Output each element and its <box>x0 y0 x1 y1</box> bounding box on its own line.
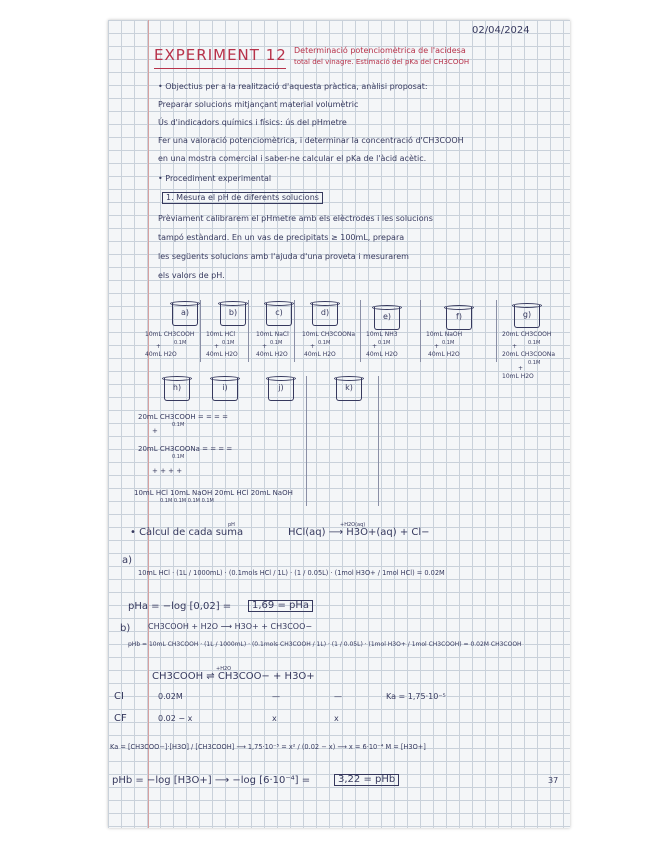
beaker-c-water: 40mL H2O <box>256 351 288 358</box>
page-number: 37 <box>548 776 559 785</box>
ci-dash-2: — <box>334 692 342 701</box>
part-a-label: a) <box>122 555 133 566</box>
reaction-a: HCl(aq) ⟶ H3O+(aq) + Cl− <box>288 527 430 538</box>
beaker-k-icon: k) <box>336 378 362 401</box>
divider <box>248 300 249 362</box>
procedure-line-3: les següents solucions amb l'ajuda d'una proveta i mesurarem <box>158 252 409 261</box>
row2-additive-conc: 0.1M 0.1M 0.1M 0.1M <box>160 498 214 504</box>
beaker-f-conc: 0.1M <box>442 340 455 346</box>
objectives-line-4: Fer una valoració potenciomètrica, i determinar la concentració d'CH3COOH <box>158 136 464 145</box>
beaker-b-plus: + <box>214 343 220 350</box>
beaker-e-conc: 0.1M <box>378 340 391 346</box>
cf-label: CF <box>114 713 127 724</box>
beaker-a-solute: 10mL CH3COOH <box>145 331 195 338</box>
procedure-line-4: els valors de pH. <box>158 271 225 280</box>
phb-expression: pHb = −log [H3O+] ⟶ −log [6·10⁻⁴] = <box>112 775 311 786</box>
beaker-d-water: 40mL H2O <box>304 351 336 358</box>
beaker-icon: f) <box>446 307 472 330</box>
experiment-title-line1: Determinació potenciomètrica de l'acidesa <box>294 46 466 55</box>
cf-x-1: x <box>272 714 277 723</box>
beaker-icon: b) <box>220 303 246 326</box>
beaker-f-solute: 10mL NaOH <box>426 331 463 338</box>
divider <box>378 376 379 506</box>
beaker-c-conc: 0.1M <box>270 340 283 346</box>
part-a-expression: 10mL HCl · (1L / 1000mL) · (0.1mols HCl / 1L) · (1 / 0.05L) · (1mol H3O+ / 1mol HCl) = 0.02M <box>138 569 445 577</box>
calc-heading: • Càlcul de cada suma <box>130 527 244 538</box>
row2-plus-1: + <box>152 427 158 435</box>
row2-acid-conc: 0.1M <box>172 422 185 428</box>
divider <box>294 300 295 362</box>
beaker-b-water: 40mL H2O <box>206 351 238 358</box>
reaction-a-over: +H2O(aq) <box>340 522 366 528</box>
divider <box>360 300 361 362</box>
row2-additive: 10mL HCl 10mL NaOH 20mL HCl 20mL NaOH <box>134 489 293 497</box>
beaker-g-solute2: 20mL CH3COONa <box>502 351 556 358</box>
beaker-icon: c) <box>266 303 292 326</box>
beaker-icon: e) <box>374 307 400 330</box>
divider <box>420 300 421 362</box>
ka-expression: Ka = [CH3COO−]·[H3O] / [CH3COOH] ⟶ 1,75·10⁻⁵ = x² / (0.02 − x) ⟶ x = 6·10⁻⁴ M = [H3O+] <box>110 743 426 751</box>
eq-over: +H2O <box>216 666 232 672</box>
beaker-j-icon: j) <box>268 378 294 401</box>
beaker-icon: g) <box>514 305 540 328</box>
beaker-a-water: 40mL H2O <box>145 351 177 358</box>
procedure-heading: • Procediment experimental <box>158 174 272 183</box>
part-b-reaction: CH3COOH + H2O ⟶ H3O+ + CH3COO− <box>148 622 313 631</box>
beaker-f-plus: + <box>434 343 440 350</box>
calc-superscript: pH <box>228 522 235 528</box>
beaker-icon: d) <box>312 303 338 326</box>
title-underline <box>154 68 286 69</box>
beaker-g-conc1: 0.1M <box>528 340 541 346</box>
beaker-e-plus: + <box>372 343 378 350</box>
beaker-d-conc: 0.1M <box>318 340 331 346</box>
beaker-g-solute1: 20mL CH3COOH <box>502 331 552 338</box>
divider <box>496 300 497 362</box>
beaker-b-solute: 10mL HCl <box>206 331 236 338</box>
objectives-line-1: • Objectius per a la realització d'aquesta pràctica, anàlisi proposat: <box>158 82 428 91</box>
procedure-line-2: tampó estàndard. En un vas de precipitats ≥ 100mL, prepara <box>158 233 405 242</box>
beaker-icon: a) <box>172 303 198 326</box>
experiment-number: EXPERIMENT 12 <box>154 46 287 64</box>
pha-result: 1,69 = pHa <box>248 600 313 612</box>
cf-value: 0.02 − x <box>158 714 193 723</box>
beaker-i-icon: i) <box>212 378 238 401</box>
row2-salt: 20mL CH3COONa = = = = <box>138 445 233 453</box>
cf-x-2: x <box>334 714 339 723</box>
beaker-g-plus1: + <box>512 343 518 350</box>
phb-result: 3,22 = pHb <box>334 774 399 786</box>
part-b-label: b) <box>120 623 131 634</box>
pha-expression: pHa = −log [0,02] = <box>128 601 232 612</box>
notebook-page <box>108 20 570 828</box>
beaker-e-water: 40mL H2O <box>366 351 398 358</box>
row2-plus-2: + + + + <box>152 467 183 475</box>
beaker-c-plus: + <box>262 343 268 350</box>
procedure-step-title: 1. Mesura el pH de diferents solucions <box>162 192 323 204</box>
part-b-expression: pHb = 10mL CH3COOH · (1L / 1000mL) · (0.1mols CH3COOH / 1L) · (1 / 0.05L) · (1mol H3O+ / 1mol CH3COOH) = 0.02M CH3COOH <box>128 641 522 648</box>
experiment-title-line2: total del vinagre. Estimació del pKa del CH3COOH <box>294 58 470 66</box>
beaker-g-plus2: + <box>518 365 524 372</box>
beaker-d-plus: + <box>310 343 316 350</box>
row2-acid: 20mL CH3COOH = = = = <box>138 413 228 421</box>
objectives-line-5: en una mostra comercial i saber-ne calcular el pKa de l'àcid acètic. <box>158 154 427 163</box>
equilibrium-line: CH3COOH ⇌ CH3COO− + H3O+ <box>152 671 315 682</box>
divider <box>306 376 307 506</box>
procedure-line-1: Prèviament calibrarem el pHmetre amb els elèctrodes i les solucions <box>158 214 433 223</box>
ka-value: Ka = 1,75·10⁻⁵ <box>386 692 446 701</box>
objectives-line-3: Ús d'indicadors químics i físics: ús del pHmetre <box>158 118 347 127</box>
ci-value: 0.02M <box>158 692 183 701</box>
margin-line <box>148 20 149 828</box>
ci-label: CI <box>114 691 124 702</box>
beaker-b-conc: 0.1M <box>222 340 235 346</box>
beaker-c-solute: 10mL NaCl <box>256 331 289 338</box>
ci-dash-1: — <box>272 692 280 701</box>
divider <box>200 300 201 362</box>
beaker-a-conc: 0.1M <box>174 340 187 346</box>
beaker-f-water: 40mL H2O <box>428 351 460 358</box>
beaker-g-water: 10mL H2O <box>502 373 534 380</box>
row2-salt-conc: 0.1M <box>172 454 185 460</box>
beaker-d-solute: 10mL CH3COONa <box>302 331 356 338</box>
beaker-g-conc2: 0.1M <box>528 360 541 366</box>
beaker-h-icon: h) <box>164 378 190 401</box>
date: 02/04/2024 <box>472 25 530 36</box>
beaker-e-solute: 10mL NH3 <box>366 331 398 338</box>
beaker-a-plus: + <box>156 343 162 350</box>
objectives-line-2: Preparar solucions mitjançant material volumètric <box>158 100 359 109</box>
